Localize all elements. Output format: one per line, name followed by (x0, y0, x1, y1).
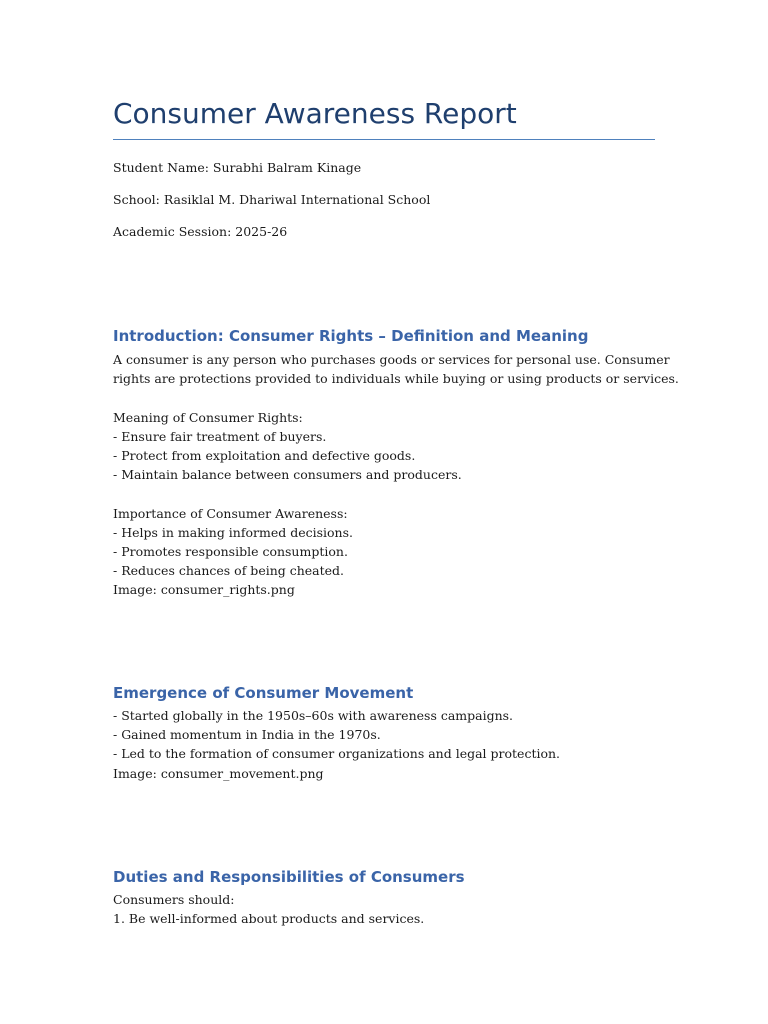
list-item: - Promotes responsible consumption. (113, 544, 348, 559)
section-body-duties (113, 890, 655, 928)
school-name: School: Rasiklal M. Dhariwal International School (113, 192, 431, 207)
list-item: - Maintain balance between consumers and producers. (113, 467, 462, 483)
body-line: Consumers should: (113, 892, 235, 907)
section-heading-introduction: Introduction: Consumer Rights – Definition and Meaning (113, 327, 589, 345)
list-item: - Reduces chances of being cheated. (113, 563, 345, 579)
document-title: Consumer Awareness Report (113, 97, 517, 130)
body-line: Meaning of Consumer Rights: (113, 409, 303, 425)
list-item: 1. Be well-informed about products and services. (113, 911, 425, 927)
body-line: Importance of Consumer Awareness: (113, 505, 348, 521)
body-line: rights are protections provided to individuals while buying or using products or services. (113, 371, 679, 387)
image-reference: Image: consumer_rights.png (113, 582, 295, 598)
list-item: - Gained momentum in India in the 1970s. (113, 727, 381, 743)
list-item: - Protect from exploitation and defective goods. (113, 448, 416, 463)
section-body-consumer-movement (113, 706, 655, 783)
list-item: - Led to the formation of consumer organizations and legal protection. (113, 746, 561, 762)
section-heading-consumer-movement: Emergence of Consumer Movement (113, 684, 414, 702)
list-item: - Helps in making informed decisions. (113, 524, 353, 540)
section-body-introduction (113, 350, 679, 600)
student-name: Student Name: Surabhi Balram Kinage (113, 160, 362, 175)
list-item: - Started globally in the 1950s–60s with awareness campaigns. (113, 708, 514, 723)
academic-session: Academic Session: 2025-26 (113, 224, 288, 239)
section-heading-duties: Duties and Responsibilities of Consumers (113, 868, 465, 886)
image-reference: Image: consumer_movement.png (113, 765, 324, 781)
body-line (113, 388, 655, 407)
list-item: - Ensure fair treatment of buyers. (113, 428, 327, 444)
body-line: A consumer is any person who purchases goods or services for personal use. Consumer (113, 352, 670, 367)
title-underline (113, 139, 655, 140)
body-line (113, 484, 655, 503)
